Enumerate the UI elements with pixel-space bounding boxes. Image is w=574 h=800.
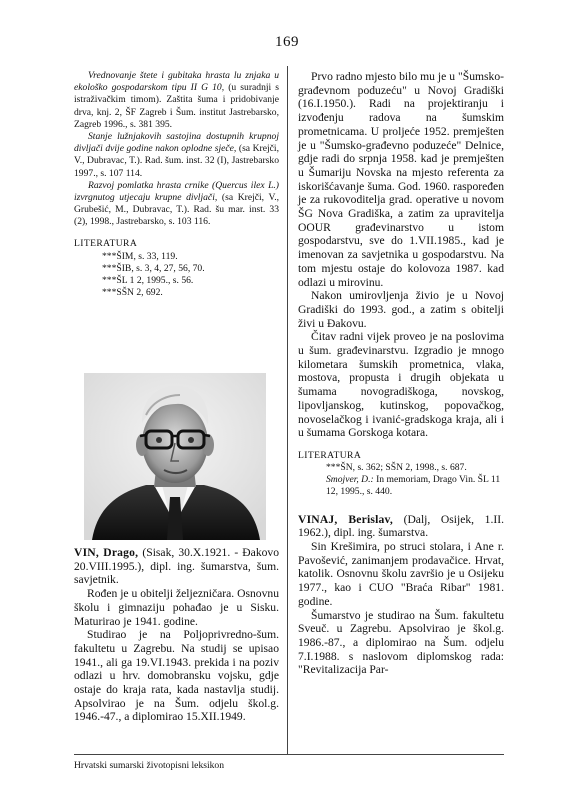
entry-paragraph: Čitav radni vijek proveo je na poslovima u šum. građevinarstvu. Izgradio je mnogo kilometara šumskih prometnica, vlaka, mostova, propusta i drugih objekata u šumama novogradiškoga, novskog, lipovljanskog, kutinskog, popovačkog, novoselačkog i ivanić-gradskoga kraja, ali i u šumama Gorskoga kotara. — [298, 330, 504, 440]
entry-paragraph: Šumarstvo je studirao na Šum. fakultetu Sveuč. u Zagrebu. Apsolvirao je škol.g. 1986.-87., a diplomirao na Šum. odjelu 7.I.1988. s naslovom diplomskog rada: "Revitalizacija Par- — [298, 608, 504, 677]
footer-divider — [74, 754, 504, 755]
entry-paragraph: Studirao je na Poljoprivredno-šum. fakultetu u Zagrebu. Na studij se upisao 1941., ali ga 19.VI.1943. prekida i na poziv odlazi u hrv. domobransku vojsku, gdje ostaje do kraja rata, kada nastavlja studij. Apsolvirao je na Šum. odjelu škol.g. 1946.-47., a diplomirao 15.XII.1949. — [74, 628, 279, 724]
entry-vinaj — [298, 513, 504, 677]
left-column — [74, 70, 279, 299]
literature-heading: LITERATURA — [298, 449, 362, 461]
portrait-photo — [84, 373, 266, 540]
entry-paragraph: Sin Krešimira, po struci stolara, i Ane r. Pavošević, zanimanjem prodavačice. Hrvat, katolik. Osnovnu školu završio je u Osijeku 1977., kao i CUO "Braća Ribar" 1981. godine. — [298, 540, 504, 608]
entry-paragraph: Nakon umirovljenja živio je u Novoj Gradiški do 1993. god., a zatim s obitelji živi u Đakovu. — [298, 289, 504, 330]
entry-paragraph: Rođen je u obitelji željezničara. Osnovnu školu i gimnaziju pohađao je u Sisku. Maturirao je 1941. godine. — [74, 587, 279, 628]
column-divider — [287, 66, 288, 754]
entry-heading: VIN, Drago, (Sisak, 30.X.1921. - Đakovo 20.VIII.1995.), dipl. ing. šumarstva, šum. savjetnik. — [74, 546, 280, 587]
literature-list — [74, 251, 279, 300]
bibliography-entry: Vrednovanje štete i gubitaka hrasta lu znjaka u ekološko gospodarskom tipu II G 10, (u suradnji s istraživačkim timom). Zaštita šuma i pridobivanje drva, knj. 2, ŠF Zagreb i Šum. institut Jastrebarsko, Zagreb 1996., s. 381 395. — [74, 70, 279, 130]
page-number: 169 — [275, 34, 299, 50]
entry-vin-continued — [298, 70, 504, 440]
literature-heading: LITERATURA — [74, 237, 138, 249]
entry-paragraph: Prvo radno mjesto bilo mu je u "Šumsko-građevnom poduzeću" u Novoj Gradiški (16.I.1950.). Radi na projektiranju i izvođenju radova na šumskim prometnicama. U proljeće 1952. premješten je u "Šumsko-građevno poduzeće" Delnice, gdje radi do srpnja 1958. kad je premješten u Šumariju Novska na mjesto referenta za iskorišćavanje šuma. God. 1960. raspoređen je za rukovoditelja grad. operative u novom ŠG Nova Gradiška, a zatim za upravitelja OOUR građevinarstvo u istom gospodarstvu, sve do 1.VII.1985., kad je imenovan za savjetnika u gospodarstvu. Na tom mjestu ostaje do kolovoza 1987. kad odlazi u mirovinu. — [298, 70, 504, 289]
literature-item: ***ŠIB, s. 3, 4, 27, 56, 70. — [102, 262, 205, 274]
literature-item: Smojver, D.: In memoriam, Drago Vin. ŠL 11 12, 1995., s. 440. — [326, 474, 501, 498]
bibliography-entry: Razvoj pomlatka hrasta crnike (Quercus ilex L.) izvrgnutog utjecaju krupne divljači, (sa Krejči, V., Grubešić, M., Dubravac, T.). Rad. šu mar. inst. 33 (2), 1998., Jastrebarsko, s. 103 116. — [74, 179, 279, 228]
literature-item: ***ŠIM, s. 33, 119. — [102, 250, 178, 262]
footer-title: Hrvatski sumarski životopisni leksikon — [74, 760, 225, 771]
right-column — [298, 70, 504, 677]
literature-list — [298, 462, 504, 499]
entry-vin — [74, 546, 279, 724]
bibliography-list — [74, 70, 279, 229]
literature-item: ***ŠL 1 2, 1995., s. 56. — [102, 275, 194, 287]
literature-item: ***SŠN 2, 692. — [102, 287, 163, 299]
entry-heading: VINAJ, Berislav, (Dalj, Osijek, 1.II. 1962.), dipl. ing. šumarstva. — [298, 512, 504, 540]
bibliography-entry: Stanje lužnjakovih sastojina dostupnih krupnoj divljači dvije godine nakon oplodne sječe, (sa Krejči, V., Dubravac, T.). Rad. šum. inst. 32 (I), Jastrebarsko 1997., s. 107 114. — [74, 131, 279, 179]
literature-item: ***ŠN, s. 362; SŠN 2, 1998., s. 687. — [326, 461, 467, 473]
